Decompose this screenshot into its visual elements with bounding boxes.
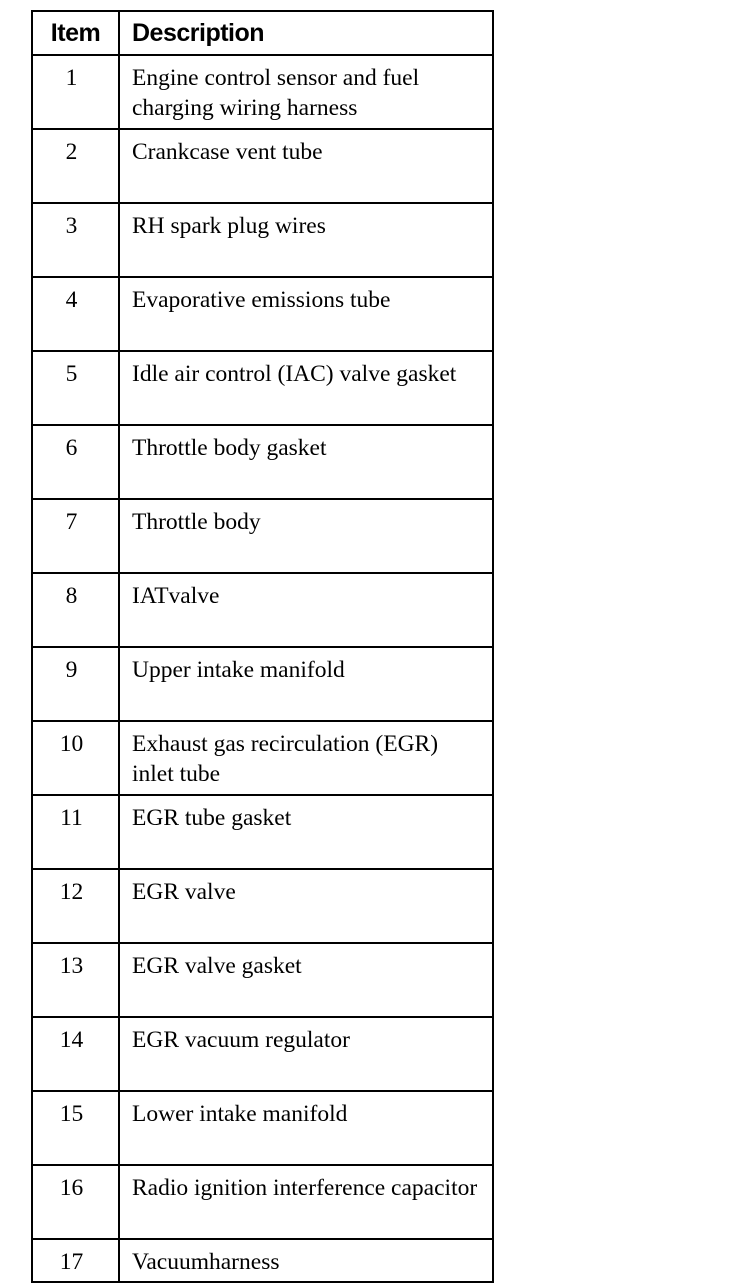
description-column-header: Description [119, 11, 493, 55]
table-row [32, 351, 493, 425]
item-number: 9 [32, 647, 119, 721]
item-description: Throttle body gasket [119, 425, 493, 499]
item-description: Radio ignition interference capacitor [119, 1165, 493, 1239]
item-description: EGR tube gasket [119, 795, 493, 869]
table-row [32, 1017, 493, 1091]
table-row [32, 129, 493, 203]
table-row [32, 1165, 493, 1239]
table-header [32, 11, 493, 55]
item-description: Throttle body [119, 499, 493, 573]
table-row [32, 943, 493, 1017]
item-number: 13 [32, 943, 119, 1017]
item-number: 2 [32, 129, 119, 203]
table-row [32, 203, 493, 277]
item-description: IATvalve [119, 573, 493, 647]
item-description: Upper intake manifold [119, 647, 493, 721]
item-number: 5 [32, 351, 119, 425]
table-row [32, 425, 493, 499]
table-row [32, 721, 493, 795]
item-description: Crankcase vent tube [119, 129, 493, 203]
item-description: Lower intake manifold [119, 1091, 493, 1165]
item-description: RH spark plug wires [119, 203, 493, 277]
table-row [32, 1239, 493, 1282]
table-row [32, 869, 493, 943]
item-description: EGR valve [119, 869, 493, 943]
item-number: 4 [32, 277, 119, 351]
table-row [32, 647, 493, 721]
table-row [32, 573, 493, 647]
item-description: Vacuumharness [119, 1239, 493, 1282]
table-row [32, 499, 493, 573]
item-number: 1 [32, 55, 119, 129]
item-number: 10 [32, 721, 119, 795]
item-description: Engine control sensor and fuel charging wiring harness [119, 55, 493, 129]
item-number: 3 [32, 203, 119, 277]
item-description: EGR vacuum regulator [119, 1017, 493, 1091]
item-number: 6 [32, 425, 119, 499]
table-body [32, 55, 493, 1282]
item-number: 14 [32, 1017, 119, 1091]
parts-table [31, 10, 494, 1283]
table-row [32, 795, 493, 869]
item-number: 15 [32, 1091, 119, 1165]
item-column-header: Item [32, 11, 119, 55]
item-description: Evaporative emissions tube [119, 277, 493, 351]
item-number: 11 [32, 795, 119, 869]
item-number: 17 [32, 1239, 119, 1282]
item-description: EGR valve gasket [119, 943, 493, 1017]
item-number: 8 [32, 573, 119, 647]
item-description: Exhaust gas recirculation (EGR) inlet tube [119, 721, 493, 795]
item-number: 16 [32, 1165, 119, 1239]
item-number: 12 [32, 869, 119, 943]
table-row [32, 277, 493, 351]
table-row [32, 55, 493, 129]
header-row [32, 11, 493, 55]
table-row [32, 1091, 493, 1165]
item-number: 7 [32, 499, 119, 573]
item-description: Idle air control (IAC) valve gasket [119, 351, 493, 425]
